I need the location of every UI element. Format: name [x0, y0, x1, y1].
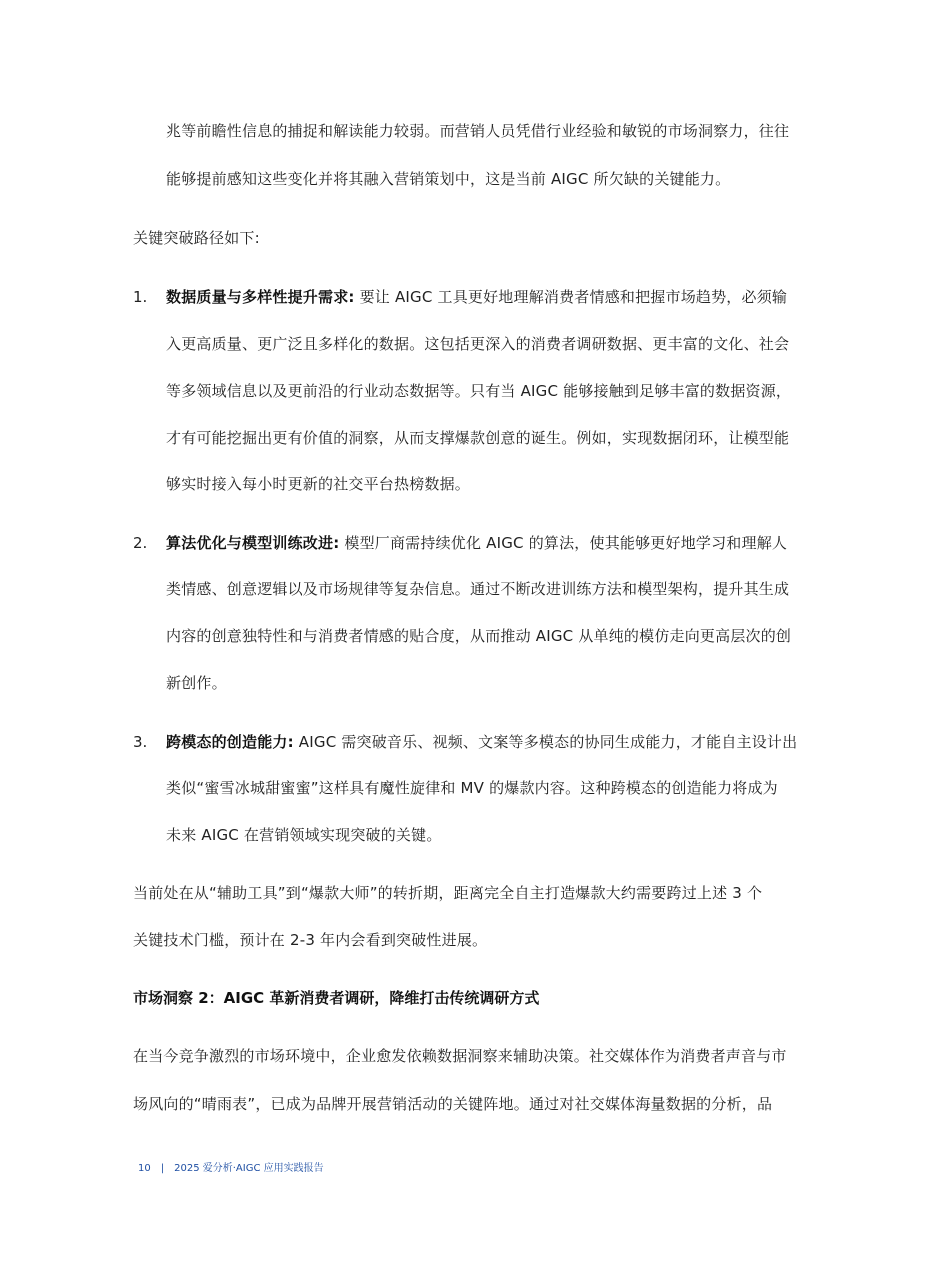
page-number: 10	[138, 1163, 151, 1174]
list-item-line: 类似“蜜雪冰城甜蜜蜜”这样具有魔性旋律和 MV 的爆款内容。这种跨模态的创造能力将成为	[166, 779, 778, 797]
list-item-number: 2.	[133, 534, 148, 552]
list-item-number: 1.	[133, 288, 148, 306]
list-item-line: 入更高质量、更广泛且多样化的数据。这包括更深入的消费者调研数据、更丰富的文化、社会	[166, 335, 790, 353]
list-item-first-line	[166, 732, 797, 752]
intro-line-2: 能够提前感知这些变化并将其融入营销策划中，这是当前 AIGC 所欠缺的关键能力。	[166, 170, 731, 188]
list-item-line: 才有可能挖掘出更有价值的洞察，从而支撑爆款创意的诞生。例如，实现数据闭环，让模型能	[166, 429, 790, 447]
list-item-number: 3.	[133, 733, 148, 751]
list-item-line: 类情感、创意逻辑以及市场规律等复杂信息。通过不断改进训练方法和模型架构，提升其生成	[166, 580, 790, 598]
report-title: 2025 爱分析·AIGC 应用实践报告	[174, 1163, 324, 1174]
section-heading: 市场洞察 2：AIGC 革新消费者调研，降维打击传统调研方式	[133, 989, 540, 1007]
section-body-line-2: 场风向的“晴雨表”，已成为品牌开展营销活动的关键阵地。通过对社交媒体海量数据的分析，品	[133, 1095, 773, 1113]
list-item-title: 数据质量与多样性提升需求:	[166, 288, 355, 306]
list-item-text: 要让 AIGC 工具更好地理解消费者情感和把握市场趋势，必须输	[354, 288, 788, 306]
page-footer	[138, 1162, 324, 1176]
list-item-line: 内容的创意独特性和与消费者情感的贴合度，从而推动 AIGC 从单纯的模仿走向更高层次的创	[166, 627, 792, 645]
list-item-first-line	[166, 287, 787, 307]
footer-separator: |	[160, 1163, 165, 1174]
conclusion-line-2: 关键技术门槛，预计在 2-3 年内会看到突破性进展。	[133, 931, 488, 949]
list-item-line: 够实时接入每小时更新的社交平台热榜数据。	[166, 475, 471, 493]
list-item-title: 跨模态的创造能力:	[166, 733, 294, 751]
conclusion-line-1: 当前处在从“辅助工具”到“爆款大师”的转折期，距离完全自主打造爆款大约需要跨过上述 3 个	[133, 884, 763, 902]
list-item-line: 新创作。	[166, 674, 227, 692]
list-item-first-line	[166, 533, 787, 553]
list-item-line: 未来 AIGC 在营销领域实现突破的关键。	[166, 826, 442, 844]
list-item-title: 算法优化与模型训练改进:	[166, 534, 340, 552]
section-body-line-1: 在当今竞争激烈的市场环境中，企业愈发依赖数据洞察来辅助决策。社交媒体作为消费者声音与市	[133, 1047, 787, 1065]
breakthrough-intro: 关键突破路径如下:	[133, 229, 260, 247]
intro-line-1: 兆等前瞻性信息的捕捉和解读能力较弱。而营销人员凭借行业经验和敏锐的市场洞察力，往往	[166, 122, 790, 140]
list-item-text: AIGC 需突破音乐、视频、文案等多模态的协同生成能力，才能自主设计出	[293, 733, 798, 751]
list-item-line: 等多领域信息以及更前沿的行业动态数据等。只有当 AIGC 能够接触到足够丰富的数据资源，	[166, 382, 792, 400]
list-item-text: 模型厂商需持续优化 AIGC 的算法，使其能够更好地学习和理解人	[339, 534, 788, 552]
